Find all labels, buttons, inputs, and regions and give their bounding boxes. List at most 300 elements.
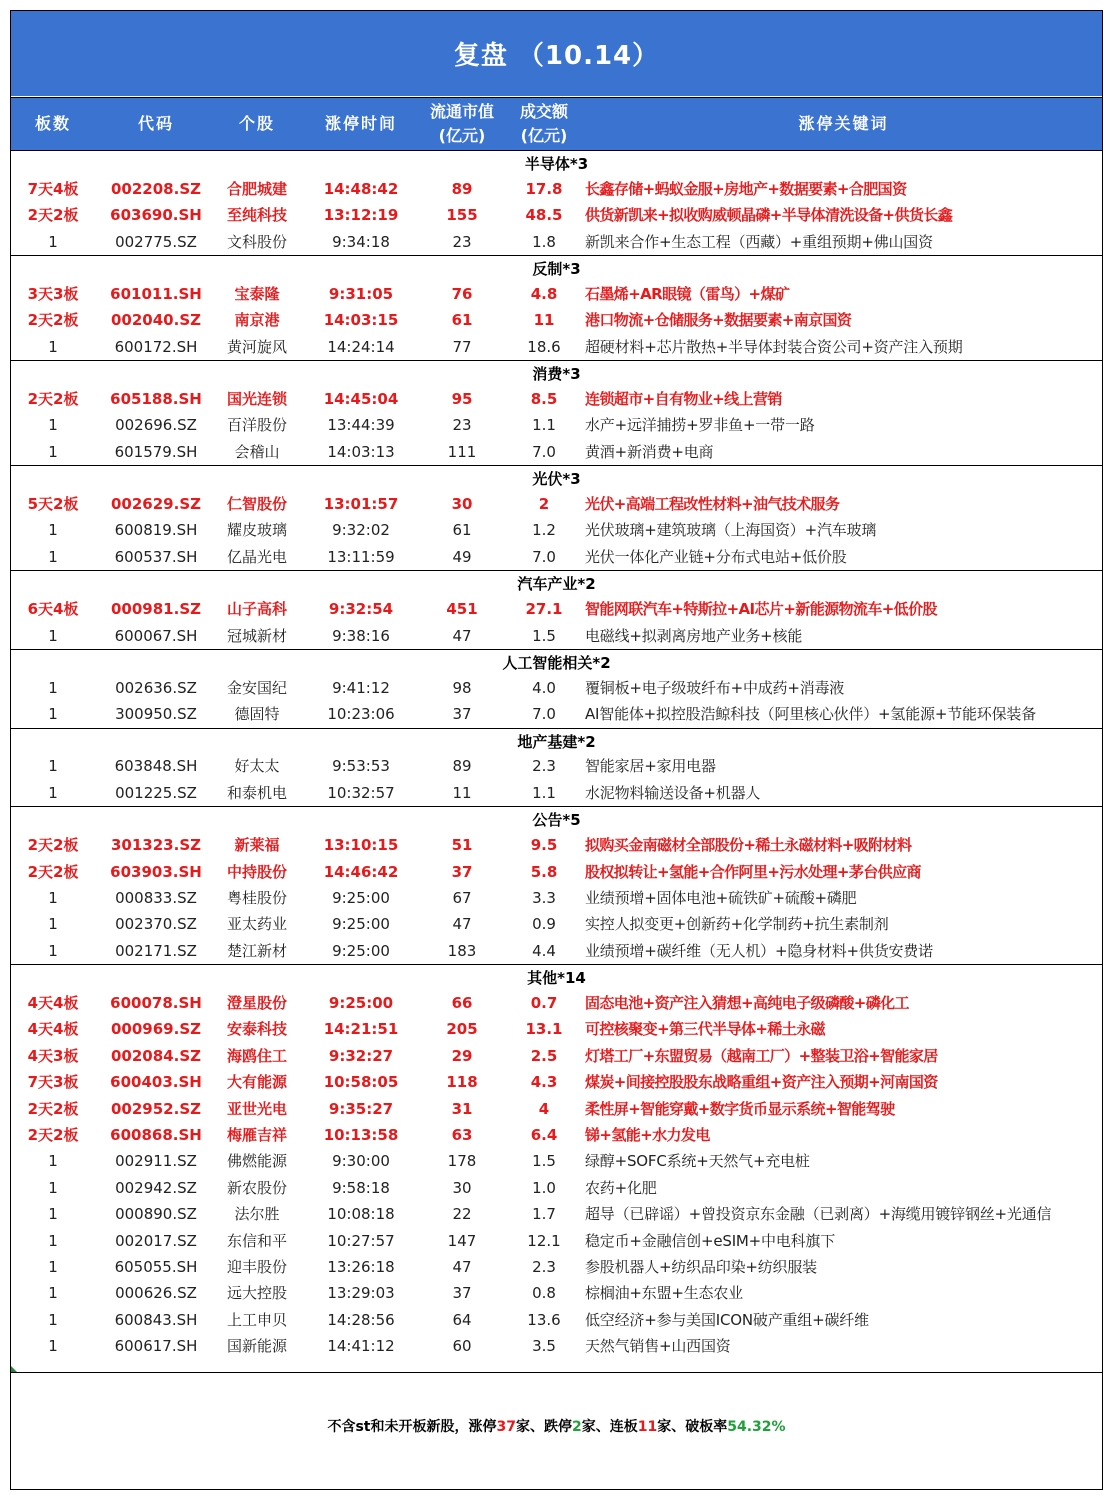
market-cap-cell: 60 xyxy=(452,1337,472,1356)
table-row xyxy=(11,1280,1102,1306)
stock-name-cell: 海鸥住工 xyxy=(226,1046,287,1065)
limit-up-time-cell: 13:01:57 xyxy=(323,495,399,514)
stock-name-cell: 亚世光电 xyxy=(226,1099,287,1118)
table-row xyxy=(11,1333,1102,1359)
table-row xyxy=(11,386,1102,412)
table-row xyxy=(11,1069,1102,1095)
amount-cell: 5.8 xyxy=(530,862,558,881)
board-cell: 2天2板 xyxy=(27,1099,79,1118)
board-cell: 6天4板 xyxy=(27,600,79,619)
code-cell: 600067.SH xyxy=(114,626,198,645)
stock-name-cell: 至纯科技 xyxy=(226,206,287,225)
market-cap-cell: 178 xyxy=(447,1152,477,1171)
limit-up-count: 37 xyxy=(496,1419,516,1435)
table-row xyxy=(11,412,1102,438)
market-cap-cell: 183 xyxy=(447,941,477,960)
code-cell: 301323.SZ xyxy=(111,836,201,855)
stock-name-cell: 国光连锁 xyxy=(226,390,287,409)
keywords-cell: 覆铜板+电子级玻纤布+中成药+消毒液 xyxy=(585,678,845,697)
limit-up-time-cell: 14:45:04 xyxy=(323,390,399,409)
table-row xyxy=(11,911,1102,937)
amount-cell: 12.1 xyxy=(527,1231,561,1250)
stock-name-cell: 好太太 xyxy=(234,757,280,776)
keywords-cell: 可控核聚变+第三代半导体+稀土永磁 xyxy=(585,1020,825,1039)
keywords-cell: 固态电池+资产注入猜想+高纯电子级磷酸+磷化工 xyxy=(585,994,909,1012)
stock-name-cell: 冠城新材 xyxy=(226,626,287,645)
amount-cell: 3.3 xyxy=(532,888,556,907)
code-cell: 300950.SZ xyxy=(115,705,197,724)
keywords-cell: 绿醇+SOFC系统+天然气+充电桩 xyxy=(585,1152,810,1171)
stock-name-cell: 会稽山 xyxy=(234,442,280,461)
limit-up-time-cell: 13:10:15 xyxy=(323,836,399,855)
limit-up-time-cell: 13:26:18 xyxy=(327,1257,395,1276)
code-cell: 600843.SH xyxy=(114,1310,198,1329)
keywords-cell: 实控人拟变更+创新药+化学制药+抗生素制剂 xyxy=(585,915,889,934)
amount-cell: 13.6 xyxy=(527,1310,561,1329)
summary-text-3: 家、连板 xyxy=(581,1419,638,1435)
table-row xyxy=(11,1043,1102,1069)
code-cell: 002629.SZ xyxy=(111,495,201,514)
market-cap-cell: 77 xyxy=(452,337,472,356)
code-cell: 002775.SZ xyxy=(115,232,197,251)
table-row xyxy=(11,439,1102,465)
board-cell: 1 xyxy=(48,1178,58,1197)
header-stock: 个股 xyxy=(238,114,275,133)
code-cell: 603903.SH xyxy=(110,862,202,881)
code-cell: 002171.SZ xyxy=(115,941,197,960)
header-code: 代码 xyxy=(137,114,174,133)
limit-down-count: 2 xyxy=(571,1419,582,1435)
market-cap-cell: 47 xyxy=(452,1257,472,1276)
code-cell: 601579.SH xyxy=(114,442,198,461)
stock-name-cell: 楚江新材 xyxy=(226,941,287,960)
keywords-cell: 智能家居+家用电器 xyxy=(585,757,716,776)
stock-name-cell: 澄星股份 xyxy=(226,994,287,1012)
board-cell: 1 xyxy=(48,1337,58,1356)
limit-up-time-cell: 9:31:05 xyxy=(328,284,394,303)
stock-name-cell: 亚太药业 xyxy=(226,915,287,934)
board-cell: 3天3板 xyxy=(27,284,79,303)
market-cap-cell: 51 xyxy=(451,836,473,855)
header-market-cap-label: 流通市值 xyxy=(429,102,494,121)
market-cap-cell: 76 xyxy=(451,284,473,303)
code-cell: 002952.SZ xyxy=(111,1099,201,1118)
table-row xyxy=(11,832,1102,858)
amount-cell: 2 xyxy=(538,495,550,514)
stock-name-cell: 粤桂股份 xyxy=(226,888,287,907)
table-row xyxy=(11,307,1102,333)
market-cap-cell: 147 xyxy=(447,1231,477,1250)
header-market-cap xyxy=(422,98,502,150)
board-cell: 1 xyxy=(48,1205,58,1224)
market-cap-cell: 37 xyxy=(451,862,473,881)
amount-cell: 1.0 xyxy=(532,1178,556,1197)
board-cell: 1 xyxy=(48,232,58,251)
keywords-cell: 股权拟转让+氢能+合作阿里+污水处理+茅台供应商 xyxy=(585,862,921,881)
table-row xyxy=(11,596,1102,622)
limit-up-time-cell: 13:29:03 xyxy=(327,1284,395,1303)
keywords-cell: 光伏一体化产业链+分布式电站+低价股 xyxy=(585,547,847,566)
code-cell: 002370.SZ xyxy=(115,915,197,934)
amount-cell: 4.4 xyxy=(532,941,556,960)
section-header: 光伏*3 xyxy=(11,465,1102,491)
stock-name-cell: 仁智股份 xyxy=(226,495,287,514)
market-cap-cell: 47 xyxy=(452,626,472,645)
code-cell: 000969.SZ xyxy=(111,1020,201,1039)
amount-cell: 2.3 xyxy=(532,757,556,776)
board-cell: 1 xyxy=(48,337,58,356)
code-cell: 000981.SZ xyxy=(111,600,201,619)
table-row xyxy=(11,281,1102,307)
code-cell: 600172.SH xyxy=(114,337,198,356)
limit-up-time-cell: 9:25:00 xyxy=(332,915,390,934)
table-header xyxy=(11,97,1102,150)
market-cap-cell: 37 xyxy=(452,705,472,724)
header-board: 板数 xyxy=(34,114,71,133)
summary-text-4: 家、破板率 xyxy=(657,1419,728,1435)
limit-up-time-cell: 13:44:39 xyxy=(327,416,395,435)
amount-cell: 7.0 xyxy=(532,705,556,724)
keywords-cell: 参股机器人+纺织品印染+纺织服装 xyxy=(585,1257,817,1276)
header-amount-unit: (亿元) xyxy=(520,126,568,145)
limit-up-time-cell: 9:25:00 xyxy=(332,888,390,907)
board-cell: 1 xyxy=(48,941,58,960)
table-row xyxy=(11,1122,1102,1148)
keywords-cell: 黄酒+新消费+电商 xyxy=(585,442,714,461)
amount-cell: 0.8 xyxy=(532,1284,556,1303)
keywords-cell: 农药+化肥 xyxy=(585,1178,657,1197)
market-cap-cell: 451 xyxy=(446,600,478,619)
header-market-cap-unit: (亿元) xyxy=(438,126,486,145)
code-cell: 002911.SZ xyxy=(115,1152,197,1171)
table-row xyxy=(11,859,1102,885)
code-cell: 600078.SH xyxy=(110,994,202,1012)
limit-up-time-cell: 9:58:18 xyxy=(332,1178,390,1197)
board-cell: 1 xyxy=(48,757,58,776)
code-cell: 600617.SH xyxy=(114,1337,198,1356)
market-cap-cell: 30 xyxy=(451,495,473,514)
code-cell: 603848.SH xyxy=(114,757,198,776)
board-cell: 1 xyxy=(48,442,58,461)
table-row xyxy=(11,1201,1102,1227)
keywords-cell: 光伏玻璃+建筑玻璃（上海国资）+汽车玻璃 xyxy=(585,521,877,540)
section-header: 消费*3 xyxy=(11,360,1102,386)
table-row xyxy=(11,1016,1102,1042)
keywords-cell: 超导（已辟谣）+曾投资京东金融（已剥离）+海缆用镀锌钢丝+光通信 xyxy=(585,1205,1052,1224)
board-cell: 4天3板 xyxy=(27,1046,79,1065)
amount-cell: 1.1 xyxy=(532,783,556,802)
limit-up-time-cell: 10:32:57 xyxy=(327,783,395,802)
limit-up-time-cell: 14:24:14 xyxy=(327,337,395,356)
keywords-cell: 水泥物料输送设备+机器人 xyxy=(585,783,761,802)
market-cap-cell: 155 xyxy=(446,206,478,225)
table-row xyxy=(11,990,1102,1016)
amount-cell: 0.9 xyxy=(532,915,556,934)
code-cell: 000626.SZ xyxy=(115,1284,197,1303)
limit-up-time-cell: 14:41:12 xyxy=(327,1337,395,1356)
code-cell: 000890.SZ xyxy=(115,1205,197,1224)
break-rate: 54.32% xyxy=(727,1419,786,1435)
market-cap-cell: 31 xyxy=(451,1099,473,1118)
section-header: 汽车产业*2 xyxy=(11,570,1102,596)
keywords-cell: 柔性屏+智能穿戴+数字货币显示系统+智能驾驶 xyxy=(585,1099,895,1118)
board-cell: 4天4板 xyxy=(27,1020,79,1039)
amount-cell: 18.6 xyxy=(527,337,561,356)
limit-up-time-cell: 9:53:53 xyxy=(332,757,390,776)
amount-cell: 7.0 xyxy=(532,442,556,461)
board-cell: 4天4板 xyxy=(27,994,79,1012)
stock-name-cell: 迎丰股份 xyxy=(226,1257,287,1276)
code-cell: 000833.SZ xyxy=(115,888,197,907)
limit-up-time-cell: 9:34:18 xyxy=(332,232,390,251)
table-row xyxy=(11,491,1102,517)
stock-name-cell: 大有能源 xyxy=(226,1073,287,1092)
table-row xyxy=(11,780,1102,806)
board-cell: 1 xyxy=(48,1310,58,1329)
table-row xyxy=(11,1307,1102,1333)
amount-cell: 7.0 xyxy=(532,547,556,566)
amount-cell: 1.5 xyxy=(532,1152,556,1171)
code-cell: 002017.SZ xyxy=(115,1231,197,1250)
header-amount-label: 成交额 xyxy=(519,102,568,121)
stock-name-cell: 上工申贝 xyxy=(226,1310,287,1329)
stock-name-cell: 东信和平 xyxy=(226,1231,287,1250)
header-time: 涨停时间 xyxy=(324,114,397,133)
keywords-cell: 超硬材料+芯片散热+半导体封装合资公司+资产注入预期 xyxy=(585,337,963,356)
board-cell: 1 xyxy=(48,915,58,934)
board-cell: 1 xyxy=(48,1152,58,1171)
code-cell: 601011.SH xyxy=(110,284,202,303)
table-row xyxy=(11,1096,1102,1122)
amount-cell: 48.5 xyxy=(525,206,563,225)
stock-name-cell: 远大控股 xyxy=(226,1284,287,1303)
table-body xyxy=(11,150,1102,1359)
stock-name-cell: 合肥城建 xyxy=(226,179,287,198)
stock-name-cell: 新农股份 xyxy=(226,1178,287,1197)
limit-up-time-cell: 10:23:06 xyxy=(327,705,395,724)
stock-name-cell: 法尔胜 xyxy=(234,1205,280,1224)
keywords-cell: 低空经济+参与美国ICON破产重组+碳纤维 xyxy=(585,1310,869,1329)
consecutive-count: 11 xyxy=(637,1419,658,1435)
limit-up-time-cell: 9:32:27 xyxy=(328,1046,394,1065)
amount-cell: 13.1 xyxy=(525,1020,563,1039)
limit-up-time-cell: 9:32:02 xyxy=(332,521,390,540)
market-cap-cell: 47 xyxy=(452,915,472,934)
keywords-cell: 天然气销售+山西国资 xyxy=(585,1337,731,1356)
stock-name-cell: 文科股份 xyxy=(226,232,287,251)
stock-name-cell: 南京港 xyxy=(234,311,280,330)
amount-cell: 2.5 xyxy=(530,1046,558,1065)
table-row xyxy=(11,885,1102,911)
section-header: 地产基建*2 xyxy=(11,728,1102,754)
board-cell: 1 xyxy=(48,705,58,724)
market-cap-cell: 205 xyxy=(446,1020,478,1039)
limit-up-time-cell: 14:21:51 xyxy=(323,1020,399,1039)
header-keywords: 涨停关键词 xyxy=(798,114,889,133)
board-cell: 2天2板 xyxy=(27,390,79,409)
stock-name-cell: 和泰机电 xyxy=(226,783,287,802)
board-cell: 2天2板 xyxy=(27,311,79,330)
stock-name-cell: 佛燃能源 xyxy=(226,1152,287,1171)
code-cell: 001225.SZ xyxy=(115,783,197,802)
keywords-cell: 石墨烯+AR眼镜（雷鸟）+煤矿 xyxy=(585,284,790,303)
limit-up-time-cell: 10:08:18 xyxy=(327,1205,395,1224)
keywords-cell: 业绩预增+碳纤维（无人机）+隐身材料+供货安费诺 xyxy=(585,941,933,960)
code-cell: 600537.SH xyxy=(114,547,198,566)
table-row xyxy=(11,701,1102,727)
review-sheet xyxy=(10,10,1103,1490)
keywords-cell: 长鑫存储+蚂蚁金服+房地产+数据要素+合肥国资 xyxy=(585,179,907,198)
amount-cell: 4.3 xyxy=(530,1073,558,1092)
header-amount xyxy=(504,98,584,150)
stock-name-cell: 百洋股份 xyxy=(226,416,287,435)
limit-up-time-cell: 9:38:16 xyxy=(332,626,390,645)
code-cell: 002636.SZ xyxy=(115,678,197,697)
market-cap-cell: 49 xyxy=(452,547,472,566)
board-cell: 1 xyxy=(48,783,58,802)
code-cell: 002208.SZ xyxy=(111,179,201,198)
keywords-cell: 新凯来合作+生态工程（西藏）+重组预期+佛山国资 xyxy=(585,232,933,251)
amount-cell: 9.5 xyxy=(530,836,558,855)
limit-up-time-cell: 14:03:15 xyxy=(323,311,399,330)
limit-up-time-cell: 9:25:00 xyxy=(332,941,390,960)
market-cap-cell: 37 xyxy=(452,1284,472,1303)
table-row xyxy=(11,1175,1102,1201)
limit-up-time-cell: 14:46:42 xyxy=(323,862,399,881)
amount-cell: 2.3 xyxy=(532,1257,556,1276)
table-row xyxy=(11,623,1102,649)
limit-up-time-cell: 9:25:00 xyxy=(328,994,394,1012)
keywords-cell: 灯塔工厂+东盟贸易（越南工厂）+整装卫浴+智能家居 xyxy=(585,1046,938,1065)
board-cell: 7天4板 xyxy=(27,179,79,198)
board-cell: 1 xyxy=(48,521,58,540)
limit-up-time-cell: 13:11:59 xyxy=(327,547,395,566)
table-row xyxy=(11,334,1102,360)
code-cell: 600403.SH xyxy=(110,1073,202,1092)
market-cap-cell: 118 xyxy=(446,1073,478,1092)
amount-cell: 27.1 xyxy=(525,600,563,619)
limit-up-time-cell: 10:58:05 xyxy=(323,1073,399,1092)
market-cap-cell: 95 xyxy=(451,390,473,409)
summary-footer xyxy=(11,1416,1102,1436)
table-row xyxy=(11,202,1102,228)
amount-cell: 6.4 xyxy=(530,1125,558,1144)
market-cap-cell: 30 xyxy=(452,1178,472,1197)
summary-text-2: 家、跌停 xyxy=(515,1419,572,1435)
table-row xyxy=(11,544,1102,570)
limit-up-time-cell: 9:32:54 xyxy=(328,600,394,619)
keywords-cell: 连锁超市+自有物业+线上营销 xyxy=(585,390,782,409)
keywords-cell: 水产+远洋捕捞+罗非鱼+一带一路 xyxy=(585,416,815,435)
market-cap-cell: 67 xyxy=(452,888,472,907)
board-cell: 1 xyxy=(48,888,58,907)
code-cell: 002696.SZ xyxy=(115,416,197,435)
stock-name-cell: 德固特 xyxy=(234,705,280,724)
board-cell: 1 xyxy=(48,416,58,435)
section-header: 公告*5 xyxy=(11,806,1102,832)
page-title: 复盘 （10.14） xyxy=(11,11,1102,96)
limit-up-time-cell: 10:13:58 xyxy=(323,1125,399,1144)
board-cell: 1 xyxy=(48,678,58,697)
board-cell: 1 xyxy=(48,1231,58,1250)
table-row xyxy=(11,1254,1102,1280)
code-cell: 605055.SH xyxy=(114,1257,198,1276)
market-cap-cell: 64 xyxy=(452,1310,472,1329)
limit-up-time-cell: 9:41:12 xyxy=(332,678,390,697)
code-cell: 002942.SZ xyxy=(115,1178,197,1197)
table-row xyxy=(11,517,1102,543)
limit-up-time-cell: 9:30:00 xyxy=(332,1152,390,1171)
market-cap-cell: 29 xyxy=(451,1046,473,1065)
section-header: 其他*14 xyxy=(11,964,1102,990)
stock-name-cell: 国新能源 xyxy=(226,1337,287,1356)
code-cell: 600868.SH xyxy=(110,1125,202,1144)
code-cell: 605188.SH xyxy=(110,390,202,409)
stock-name-cell: 新莱福 xyxy=(234,836,280,855)
table-row xyxy=(11,1148,1102,1174)
keywords-cell: 拟购买金南磁材全部股份+稀土永磁材料+吸附材料 xyxy=(585,836,912,855)
table-row xyxy=(11,675,1102,701)
keywords-cell: 锑+氢能+水力发电 xyxy=(585,1125,710,1144)
stock-name-cell: 宝泰隆 xyxy=(234,284,280,303)
market-cap-cell: 23 xyxy=(452,232,472,251)
board-cell: 1 xyxy=(48,547,58,566)
limit-up-time-cell: 14:48:42 xyxy=(323,179,399,198)
amount-cell: 4 xyxy=(538,1099,550,1118)
market-cap-cell: 89 xyxy=(451,179,473,198)
keywords-cell: 智能网联汽车+特斯拉+AI芯片+新能源物流车+低价股 xyxy=(585,600,937,619)
stock-name-cell: 耀皮玻璃 xyxy=(226,521,287,540)
amount-cell: 11 xyxy=(533,311,555,330)
keywords-cell: 业绩预增+固体电池+硫铁矿+硫酸+磷肥 xyxy=(585,888,857,907)
section-header: 反制*3 xyxy=(11,255,1102,281)
keywords-cell: 棕榈油+东盟+生态农业 xyxy=(585,1284,743,1303)
summary-text-1: 不含st和未开板新股，涨停 xyxy=(327,1419,497,1435)
amount-cell: 0.7 xyxy=(530,994,558,1012)
table-row xyxy=(11,938,1102,964)
stock-name-cell: 黄河旋风 xyxy=(226,337,287,356)
footer-divider xyxy=(11,1372,1102,1373)
market-cap-cell: 11 xyxy=(452,783,472,802)
keywords-cell: 煤炭+间接控股股东战略重组+资产注入预期+河南国资 xyxy=(585,1073,938,1092)
market-cap-cell: 111 xyxy=(447,442,477,461)
limit-up-time-cell: 9:35:27 xyxy=(328,1099,394,1118)
stock-name-cell: 金安国纪 xyxy=(226,678,287,697)
keywords-cell: 港口物流+仓储服务+数据要素+南京国资 xyxy=(585,311,852,330)
keywords-cell: 供货新凯来+拟收购威顿晶磷+半导体清洗设备+供货长鑫 xyxy=(585,206,953,225)
keywords-cell: AI智能体+拟控股浩鲸科技（阿里核心伙伴）+氢能源+节能环保装备 xyxy=(585,705,1036,724)
limit-up-time-cell: 10:27:57 xyxy=(327,1231,395,1250)
limit-up-time-cell: 14:03:13 xyxy=(327,442,395,461)
stock-name-cell: 山子高科 xyxy=(226,600,287,619)
market-cap-cell: 98 xyxy=(452,678,472,697)
stock-name-cell: 亿晶光电 xyxy=(226,547,287,566)
market-cap-cell: 23 xyxy=(452,416,472,435)
board-cell: 2天2板 xyxy=(27,1125,79,1144)
amount-cell: 17.8 xyxy=(525,179,563,198)
amount-cell: 8.5 xyxy=(530,390,558,409)
board-cell: 5天2板 xyxy=(27,495,79,514)
keywords-cell: 稳定币+金融信创+eSIM+中电科旗下 xyxy=(585,1231,836,1250)
stock-name-cell: 梅雁吉祥 xyxy=(226,1125,287,1144)
market-cap-cell: 63 xyxy=(451,1125,473,1144)
board-cell: 1 xyxy=(48,626,58,645)
board-cell: 1 xyxy=(48,1257,58,1276)
market-cap-cell: 89 xyxy=(452,757,472,776)
amount-cell: 1.7 xyxy=(532,1205,556,1224)
section-header: 半导体*3 xyxy=(11,150,1102,176)
market-cap-cell: 66 xyxy=(451,994,473,1012)
